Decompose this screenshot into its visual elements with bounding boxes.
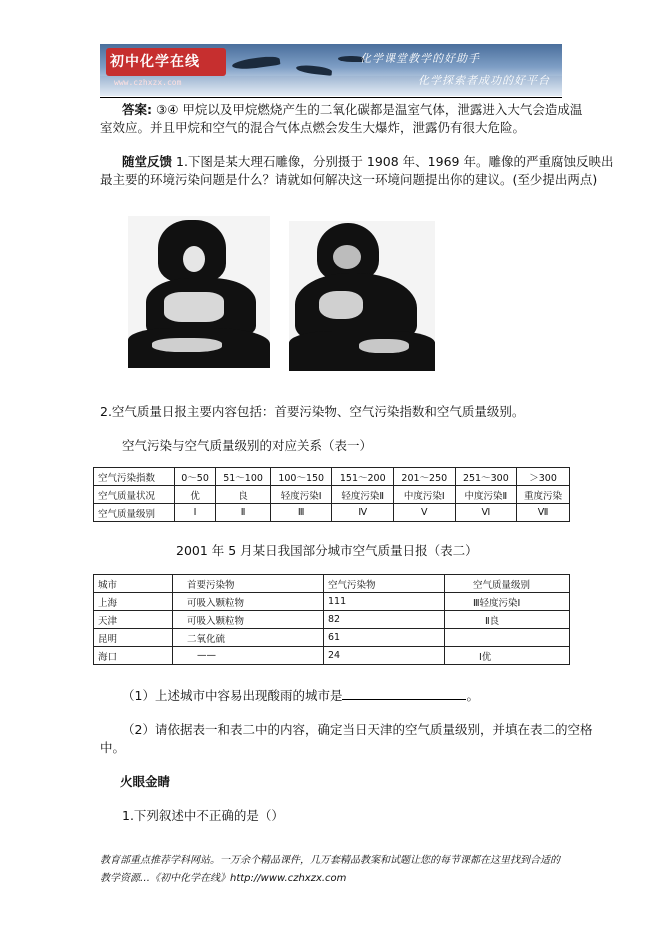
sub-question-2-line-2: 中。 bbox=[100, 740, 126, 755]
air-quality-level-table bbox=[93, 467, 570, 522]
photo-shape bbox=[289, 331, 435, 371]
table-cell: 251～300 bbox=[455, 468, 517, 486]
banner-slogan-1: 化学课堂教学的好助手 bbox=[360, 52, 480, 65]
site-logo-text: 初中化学在线 bbox=[110, 54, 200, 70]
table-header-cell: 首要污染物 bbox=[173, 575, 324, 593]
table-cell: 良 bbox=[216, 486, 271, 504]
photo-shape bbox=[164, 292, 224, 322]
table-cell: Ⅶ bbox=[517, 504, 570, 522]
footer-link[interactable]: 教学资源…《初中化学在线》http://www.czhxzx.com bbox=[100, 873, 347, 884]
table-cell: 中度污染Ⅰ bbox=[394, 486, 456, 504]
table-cell: 可吸入颗粒物 bbox=[173, 611, 324, 629]
answer-text-1: ③④ 甲烷以及甲烷燃烧产生的二氧化碳都是温室气体，泄露进入大气会造成温 bbox=[155, 102, 583, 117]
table-cell: 天津 bbox=[94, 611, 173, 629]
table-row bbox=[94, 468, 570, 486]
city-air-quality-table bbox=[93, 574, 570, 665]
table-cell: Ⅵ bbox=[455, 504, 517, 522]
table-cell: 轻度污染Ⅰ bbox=[270, 486, 332, 504]
table-cell: Ⅰ bbox=[175, 504, 216, 522]
table-cell: 61 bbox=[324, 629, 445, 647]
page-footer bbox=[100, 852, 570, 888]
table-cell: 100～150 bbox=[270, 468, 332, 486]
seagull-icon bbox=[296, 64, 333, 76]
sub-question-1-text: （1）上述城市中容易出现酸雨的城市是 bbox=[122, 688, 343, 703]
sub-question-1-end: 。 bbox=[466, 688, 479, 703]
header-banner bbox=[100, 44, 562, 96]
table-row bbox=[94, 504, 570, 522]
table-row bbox=[94, 647, 570, 665]
table-header-row bbox=[94, 575, 570, 593]
feedback-text-1: 1.下图是某大理石雕像，分别摄于 1908 年、1969 年。雕像的严重腐蚀反映出 bbox=[176, 154, 614, 169]
seagull-icon bbox=[232, 55, 281, 72]
table-cell: 昆明 bbox=[94, 629, 173, 647]
table-cell: 中度污染Ⅱ bbox=[455, 486, 517, 504]
feedback-label: 随堂反馈 bbox=[122, 154, 173, 169]
answer-label: 答案: bbox=[122, 102, 152, 117]
statue-photo-1908 bbox=[128, 216, 270, 368]
table-cell: Ⅲ bbox=[270, 504, 332, 522]
table2-caption: 2001 年 5 月某日我国部分城市空气质量日报（表二） bbox=[176, 543, 478, 558]
answer-text-2: 室效应。并且甲烷和空气的混合气体点燃会发生大爆炸，泄露仍有很大危险。 bbox=[100, 120, 526, 135]
photo-shape bbox=[152, 338, 222, 352]
table-cell: 51～100 bbox=[216, 468, 271, 486]
table-header-cell: 城市 bbox=[94, 575, 173, 593]
table-cell: Ⅳ bbox=[332, 504, 394, 522]
section-question-1: 1.下列叙述中不正确的是（） bbox=[122, 808, 284, 823]
table-cell: Ⅰ优 bbox=[445, 647, 570, 665]
table-header-cell: 空气质量级别 bbox=[445, 575, 570, 593]
photo-shape bbox=[319, 291, 363, 319]
table-cell: 轻度污染Ⅱ bbox=[332, 486, 394, 504]
table-cell: 空气质量级别 bbox=[94, 504, 175, 522]
table1-caption: 空气污染与空气质量级别的对应关系（表一） bbox=[122, 438, 373, 453]
table-cell: 111 bbox=[324, 593, 445, 611]
table-row bbox=[94, 593, 570, 611]
table-cell: 优 bbox=[175, 486, 216, 504]
table-cell: 空气污染指数 bbox=[94, 468, 175, 486]
answer-blank[interactable] bbox=[342, 687, 466, 700]
sub-question-2-line-1: （2）请依据表一和表二中的内容，确定当日天津的空气质量级别，并填在表二的空格 bbox=[122, 722, 593, 737]
photo-shape bbox=[183, 246, 205, 272]
answer-line-1 bbox=[122, 101, 592, 119]
statue-photo-1969 bbox=[289, 221, 435, 371]
question-2-intro: 2.空气质量日报主要内容包括：首要污染物、空气污染指数和空气质量级别。 bbox=[100, 404, 525, 419]
table-cell: 151～200 bbox=[332, 468, 394, 486]
table-cell: 201～250 bbox=[394, 468, 456, 486]
table-row bbox=[94, 486, 570, 504]
table-cell: 空气质量状况 bbox=[94, 486, 175, 504]
table-row bbox=[94, 611, 570, 629]
table-cell: 可吸入颗粒物 bbox=[173, 593, 324, 611]
table-cell: 海口 bbox=[94, 647, 173, 665]
table-cell: Ⅴ bbox=[394, 504, 456, 522]
table-cell: 上海 bbox=[94, 593, 173, 611]
table-cell: Ⅱ bbox=[216, 504, 271, 522]
footer-line-1: 教育部重点推荐学科网站。一万余个精品课件，几万套精品教案和试题让您的每节课都在这里找到合适的 bbox=[100, 855, 560, 866]
table-cell: 0～50 bbox=[175, 468, 216, 486]
feedback-line-1 bbox=[122, 153, 614, 171]
sub-question-1 bbox=[122, 687, 592, 705]
table-cell: 82 bbox=[324, 611, 445, 629]
table-row bbox=[94, 629, 570, 647]
banner-slogan-2: 化学探索者成功的好平台 bbox=[418, 74, 550, 87]
table-cell: —— bbox=[173, 647, 324, 665]
table-cell bbox=[445, 629, 570, 647]
table-cell: 24 bbox=[324, 647, 445, 665]
table-header-cell: 空气污染物 bbox=[324, 575, 445, 593]
section-title: 火眼金睛 bbox=[120, 774, 171, 789]
table-cell: Ⅲ轻度污染Ⅰ bbox=[445, 593, 570, 611]
photo-shape bbox=[333, 245, 361, 269]
photo-shape bbox=[359, 339, 409, 353]
banner-divider bbox=[100, 97, 562, 98]
feedback-text-2: 最主要的环境污染问题是什么？请就如何解决这一环境问题提出你的建议。(至少提出两点) bbox=[100, 172, 598, 187]
table-cell: 二氧化硫 bbox=[173, 629, 324, 647]
site-logo-url: www.czhxzx.com bbox=[114, 78, 182, 87]
table-cell-answer[interactable]: Ⅱ良 bbox=[445, 611, 570, 629]
table-cell: ＞300 bbox=[517, 468, 570, 486]
table-cell: 重度污染 bbox=[517, 486, 570, 504]
